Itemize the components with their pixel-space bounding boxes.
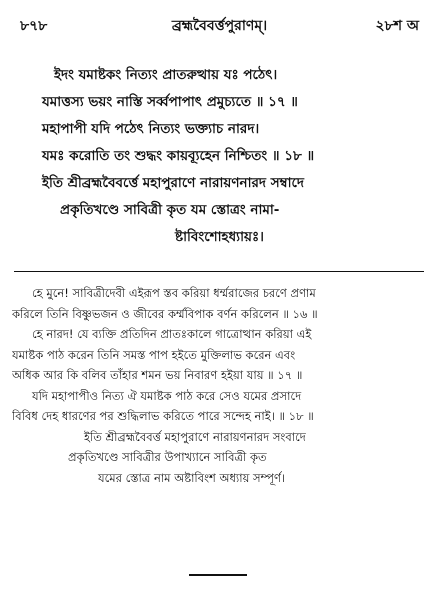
translation-line: বিবিধ দেহ ধারণের পর শুদ্ধিলাভ করিতে পারে সন্দেহ নাই। ॥ ১৮ ॥ [12,409,314,423]
chapter-label: ২৮শ অ [375,18,419,34]
verse-line: যমাত্তস্য ভয়ং নাস্তি সর্ব্বপাপাৎ প্রমুচ্যতে ॥ ১৭ ॥ [42,94,298,110]
book-title: ব্রহ্মবৈবর্ত্তপুরাণম্‌। [171,18,268,34]
sanskrit-verses [20,62,419,251]
translation-line: প্রকৃতিখণ্ডে সাবিত্রীর উপাখ্যানে সাবিত্রী কৃত [68,450,267,464]
bengali-translation [12,283,428,488]
verse-line: মহাপাপী যদি পঠেৎ নিত্যং ভক্ত্যাচ নারদ। [42,121,260,137]
end-divider [189,574,247,576]
translation-line: হে নারদ! যে ব্যক্তি প্রতিদিন প্রাতঃকালে গাত্রোত্থান করিয়া এই [32,327,312,341]
translation-line: যমাষ্টক পাঠ করেন তিনি সমস্ত পাপ হইতে মুক্তিলাভ করেন এবং [12,347,296,362]
translation-line: যদি মহাপাপীও নিত্য ঐ যমাষ্টক পাঠ করে সেও যমের প্রসাদে [32,388,302,403]
colophon-line: প্রকৃতিখণ্ডে সাবিত্রী কৃত যম স্তোত্রং নামা- [60,202,280,218]
page-number: ৮৭৮ [20,18,48,34]
colophon-line: ইতি শ্রীব্রহ্মবৈবর্ত্তে মহাপুরাণে নারায়ণনারদ সম্বাদে [42,175,305,191]
translation-line: হে মুনে! সাবিত্রীদেবী এইরূপ স্তব করিয়া ধর্ম্মরাজের চরণে প্রণাম [32,286,316,300]
section-divider [14,271,424,272]
translation-line: যমের স্তোত্র নাম অষ্টাবিংশ অধ্যায় সম্পূর্ণ। [98,470,286,485]
verse-line: ইদং যমাষ্টকং নিত্যং প্রাতরুত্থায় যঃ পঠেৎ। [54,67,278,83]
translation-line: ইতি শ্রীব্রহ্মবৈবর্ত্ত মহাপুরাণে নারায়ণনারদ সংবাদে [84,429,306,444]
verse-line: যমঃ করোতি তং শুদ্ধং কায়ব্যূহেন নিশ্চিতং ॥ ১৮ ॥ [42,148,315,164]
page-header [20,14,419,36]
translation-line: অধিক আর কি বলিব তাঁহার শমন ভয় নিবারণ হইয়া যায় ॥ ১৭ ॥ [12,368,303,382]
colophon-line: ষ্টাবিংশোহধ্যায়ঃ। [175,229,264,245]
translation-line: করিলে তিনি বিষ্ণুভজন ও জীবের কর্ম্মবিপাক বর্ণন করিলেন ॥ ১৬ ॥ [12,306,318,321]
